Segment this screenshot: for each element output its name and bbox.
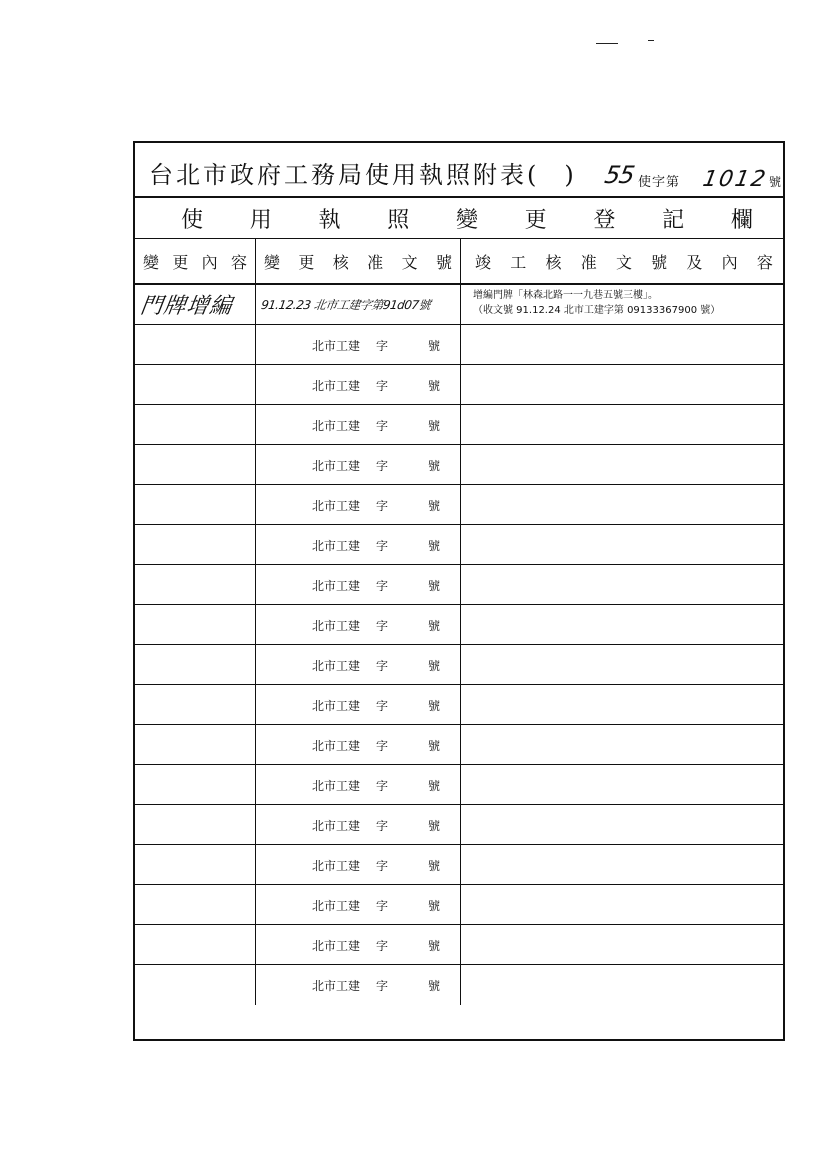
stamp-prefix: 北市工建: [312, 619, 361, 633]
stamp-prefix: 北市工建: [312, 859, 361, 873]
stamp-zi: 字: [376, 739, 389, 753]
stamp-zi: 字: [376, 539, 389, 553]
approval-cell: [256, 645, 461, 684]
stamp-hao: 號: [428, 699, 441, 713]
stamp-hao: 號: [428, 579, 441, 593]
stamp-zi: 字: [376, 979, 389, 993]
section-header-char: 執: [318, 207, 341, 233]
approval-stamp: [312, 857, 440, 874]
approval-cell: [256, 725, 461, 764]
register-row: [135, 565, 783, 605]
approval-stamp: [312, 537, 440, 554]
stamp-prefix: 北市工建: [312, 379, 361, 393]
stamp-hao: 號: [428, 739, 441, 753]
section-header-char: 照: [387, 207, 410, 233]
stamp-prefix: 北市工建: [312, 739, 361, 753]
section-header-char: 用: [249, 207, 272, 233]
approval-cell: [256, 365, 461, 404]
stamp-prefix: 北市工建: [312, 339, 361, 353]
approval-stamp: [312, 697, 440, 714]
stamp-zi: 字: [376, 459, 389, 473]
register-row: [135, 725, 783, 765]
approval-cell: [256, 765, 461, 804]
change-content-cell: [135, 405, 256, 444]
change-content-cell: [135, 685, 256, 724]
change-content-cell: [135, 605, 256, 644]
approval-stamp: [312, 617, 440, 634]
register-row: [135, 845, 783, 885]
change-content-cell: [135, 725, 256, 764]
approval-cell: [256, 325, 461, 364]
stamp-hao: 號: [428, 979, 441, 993]
stamp-hao: 號: [428, 499, 441, 513]
approval-cell: [256, 525, 461, 564]
stamp-zi: 字: [376, 419, 389, 433]
register-row: [135, 805, 783, 845]
change-content-cell: [135, 805, 256, 844]
completion-cell: [461, 565, 785, 604]
approval-stamp: [312, 937, 440, 954]
register-row: [135, 405, 783, 445]
stamp-hao: 號: [428, 899, 441, 913]
register-row: [135, 325, 783, 365]
approval-cell: [256, 805, 461, 844]
column-header-char: 文: [401, 252, 418, 272]
stamp-zi: 字: [376, 899, 389, 913]
stamp-prefix: 北市工建: [312, 659, 361, 673]
column-header-char: 內: [721, 252, 738, 272]
column-header-char: 更: [298, 252, 315, 272]
completion-cell: [461, 925, 785, 964]
column-header-char: 核: [332, 252, 349, 272]
stamp-prefix: 北市工建: [312, 939, 361, 953]
stamp-prefix: 北市工建: [312, 899, 361, 913]
completion-text-line: （收文號 91.12.24 北市工建字第 09133367900 號）: [473, 305, 721, 316]
form-title: 台北市政府工務局使用執照附表: [149, 161, 527, 189]
register-rows: [135, 285, 783, 1005]
completion-cell: [461, 405, 785, 444]
scan-speck: [648, 40, 654, 41]
register-row: [135, 685, 783, 725]
section-header-char: 使: [181, 207, 204, 233]
column-header-char: 號: [651, 252, 668, 272]
license-appendix-form: [133, 141, 785, 1041]
change-content-cell: [135, 325, 256, 364]
section-header-char: 更: [524, 207, 547, 233]
completion-cell: [461, 805, 785, 844]
change-content-cell: [135, 365, 256, 404]
column-header-approval: [256, 239, 461, 283]
stamp-hao: 號: [428, 379, 441, 393]
change-content-cell: [135, 285, 256, 324]
stamp-zi: 字: [376, 659, 389, 673]
title-row: [135, 143, 783, 198]
approval-cell: [256, 885, 461, 924]
stamp-prefix: 北市工建: [312, 979, 361, 993]
section-header-char: 變: [455, 207, 478, 233]
register-row: [135, 765, 783, 805]
approval-stamp: [312, 337, 440, 354]
column-header-content: [135, 239, 256, 283]
stamp-prefix: 北市工建: [312, 819, 361, 833]
change-content-cell: [135, 965, 256, 1005]
stamp-hao: 號: [428, 619, 441, 633]
hao-label: 號: [769, 175, 782, 189]
column-header-row: [135, 239, 783, 285]
column-header-char: 工: [510, 252, 527, 272]
approval-stamp: [312, 577, 440, 594]
approval-stamp: [312, 977, 440, 994]
stamp-zi: 字: [376, 379, 389, 393]
register-row: [135, 445, 783, 485]
register-row: [135, 885, 783, 925]
stamp-zi: 字: [376, 859, 389, 873]
scan-speck: [596, 43, 618, 44]
column-header-char: 及: [686, 252, 703, 272]
stamp-zi: 字: [376, 619, 389, 633]
completion-cell: [461, 845, 785, 884]
completion-cell: [461, 285, 785, 324]
stamp-prefix: 北市工建: [312, 779, 361, 793]
stamp-hao: 號: [428, 339, 441, 353]
register-row: [135, 965, 783, 1005]
stamp-zi: 字: [376, 779, 389, 793]
change-content-cell: [135, 925, 256, 964]
approval-stamp: [312, 777, 440, 794]
completion-cell: [461, 725, 785, 764]
completion-cell: [461, 765, 785, 804]
handwritten-number: 55: [602, 161, 637, 189]
approval-cell: [256, 845, 461, 884]
approval-cell: [256, 925, 461, 964]
column-header-char: 准: [580, 252, 597, 272]
approval-stamp: [312, 417, 440, 434]
completion-cell: [461, 365, 785, 404]
stamp-prefix: 北市工建: [312, 699, 361, 713]
approval-stamp: [312, 657, 440, 674]
approval-cell: [256, 485, 461, 524]
approval-stamp: [312, 457, 440, 474]
stamp-prefix: 北市工建: [312, 419, 361, 433]
register-row: [135, 925, 783, 965]
title-parenthesis: ( ): [527, 161, 576, 189]
approval-cell: [256, 565, 461, 604]
completion-cell: [461, 525, 785, 564]
register-row-first: [135, 285, 783, 325]
change-content-cell: [135, 525, 256, 564]
stamp-prefix: 北市工建: [312, 499, 361, 513]
approval-stamp: [312, 497, 440, 514]
change-content-cell: [135, 445, 256, 484]
stamp-zi: 字: [376, 939, 389, 953]
change-content-cell: [135, 485, 256, 524]
completion-cell: [461, 485, 785, 524]
column-header-char: 內: [201, 252, 218, 272]
column-header-char: 號: [435, 252, 452, 272]
column-header-char: 容: [230, 252, 247, 272]
column-header-completion: [461, 239, 785, 283]
column-header-char: 竣: [475, 252, 492, 272]
stamp-hao: 號: [428, 539, 441, 553]
completion-cell: [461, 325, 785, 364]
column-header-char: 容: [756, 252, 773, 272]
stamp-zi: 字: [376, 339, 389, 353]
stamp-hao: 號: [428, 459, 441, 473]
handwritten-license-no: 1012: [700, 167, 770, 192]
stamp-hao: 號: [428, 659, 441, 673]
handwritten-change-content: 門牌增編: [138, 294, 235, 319]
completion-cell: [461, 685, 785, 724]
register-row: [135, 605, 783, 645]
column-header-char: 准: [367, 252, 384, 272]
column-header-char: 更: [172, 252, 189, 272]
handwritten-approval-no: 91.12.23 北市工建字第91d07號: [260, 298, 432, 312]
register-row: [135, 365, 783, 405]
section-header-char: 記: [662, 207, 685, 233]
change-content-cell: [135, 885, 256, 924]
stamp-prefix: 北市工建: [312, 459, 361, 473]
stamp-hao: 號: [428, 939, 441, 953]
completion-cell: [461, 605, 785, 644]
stamp-prefix: 北市工建: [312, 539, 361, 553]
stamp-hao: 號: [428, 859, 441, 873]
stamp-hao: 號: [428, 419, 441, 433]
section-header: [135, 198, 783, 239]
completion-text-line: 增編門牌「林森北路一一九巷五號三樓」。: [473, 290, 658, 301]
change-content-cell: [135, 765, 256, 804]
stamp-zi: 字: [376, 699, 389, 713]
approval-cell: [256, 445, 461, 484]
approval-stamp: [312, 377, 440, 394]
stamp-prefix: 北市工建: [312, 579, 361, 593]
shi-label: 使字第: [638, 175, 681, 190]
approval-stamp: [312, 817, 440, 834]
stamp-hao: 號: [428, 779, 441, 793]
approval-cell: [256, 965, 461, 1005]
section-header-char: 登: [593, 207, 616, 233]
completion-cell: [461, 885, 785, 924]
approval-stamp: [312, 737, 440, 754]
stamp-zi: 字: [376, 579, 389, 593]
approval-stamp: [312, 897, 440, 914]
column-header-char: 變: [143, 252, 160, 272]
register-row: [135, 525, 783, 565]
completion-cell: [461, 645, 785, 684]
section-header-char: 欄: [730, 207, 753, 233]
approval-cell: [256, 685, 461, 724]
stamp-zi: 字: [376, 819, 389, 833]
stamp-hao: 號: [428, 819, 441, 833]
completion-cell: [461, 445, 785, 484]
column-header-char: 變: [264, 252, 281, 272]
stamp-zi: 字: [376, 499, 389, 513]
register-row: [135, 485, 783, 525]
completion-cell: [461, 965, 785, 1005]
column-header-char: 核: [545, 252, 562, 272]
change-content-cell: [135, 845, 256, 884]
approval-cell: [256, 405, 461, 444]
change-content-cell: [135, 565, 256, 604]
change-content-cell: [135, 645, 256, 684]
approval-cell: [256, 605, 461, 644]
column-header-char: 文: [615, 252, 632, 272]
approval-cell: [256, 285, 461, 324]
register-row: [135, 645, 783, 685]
